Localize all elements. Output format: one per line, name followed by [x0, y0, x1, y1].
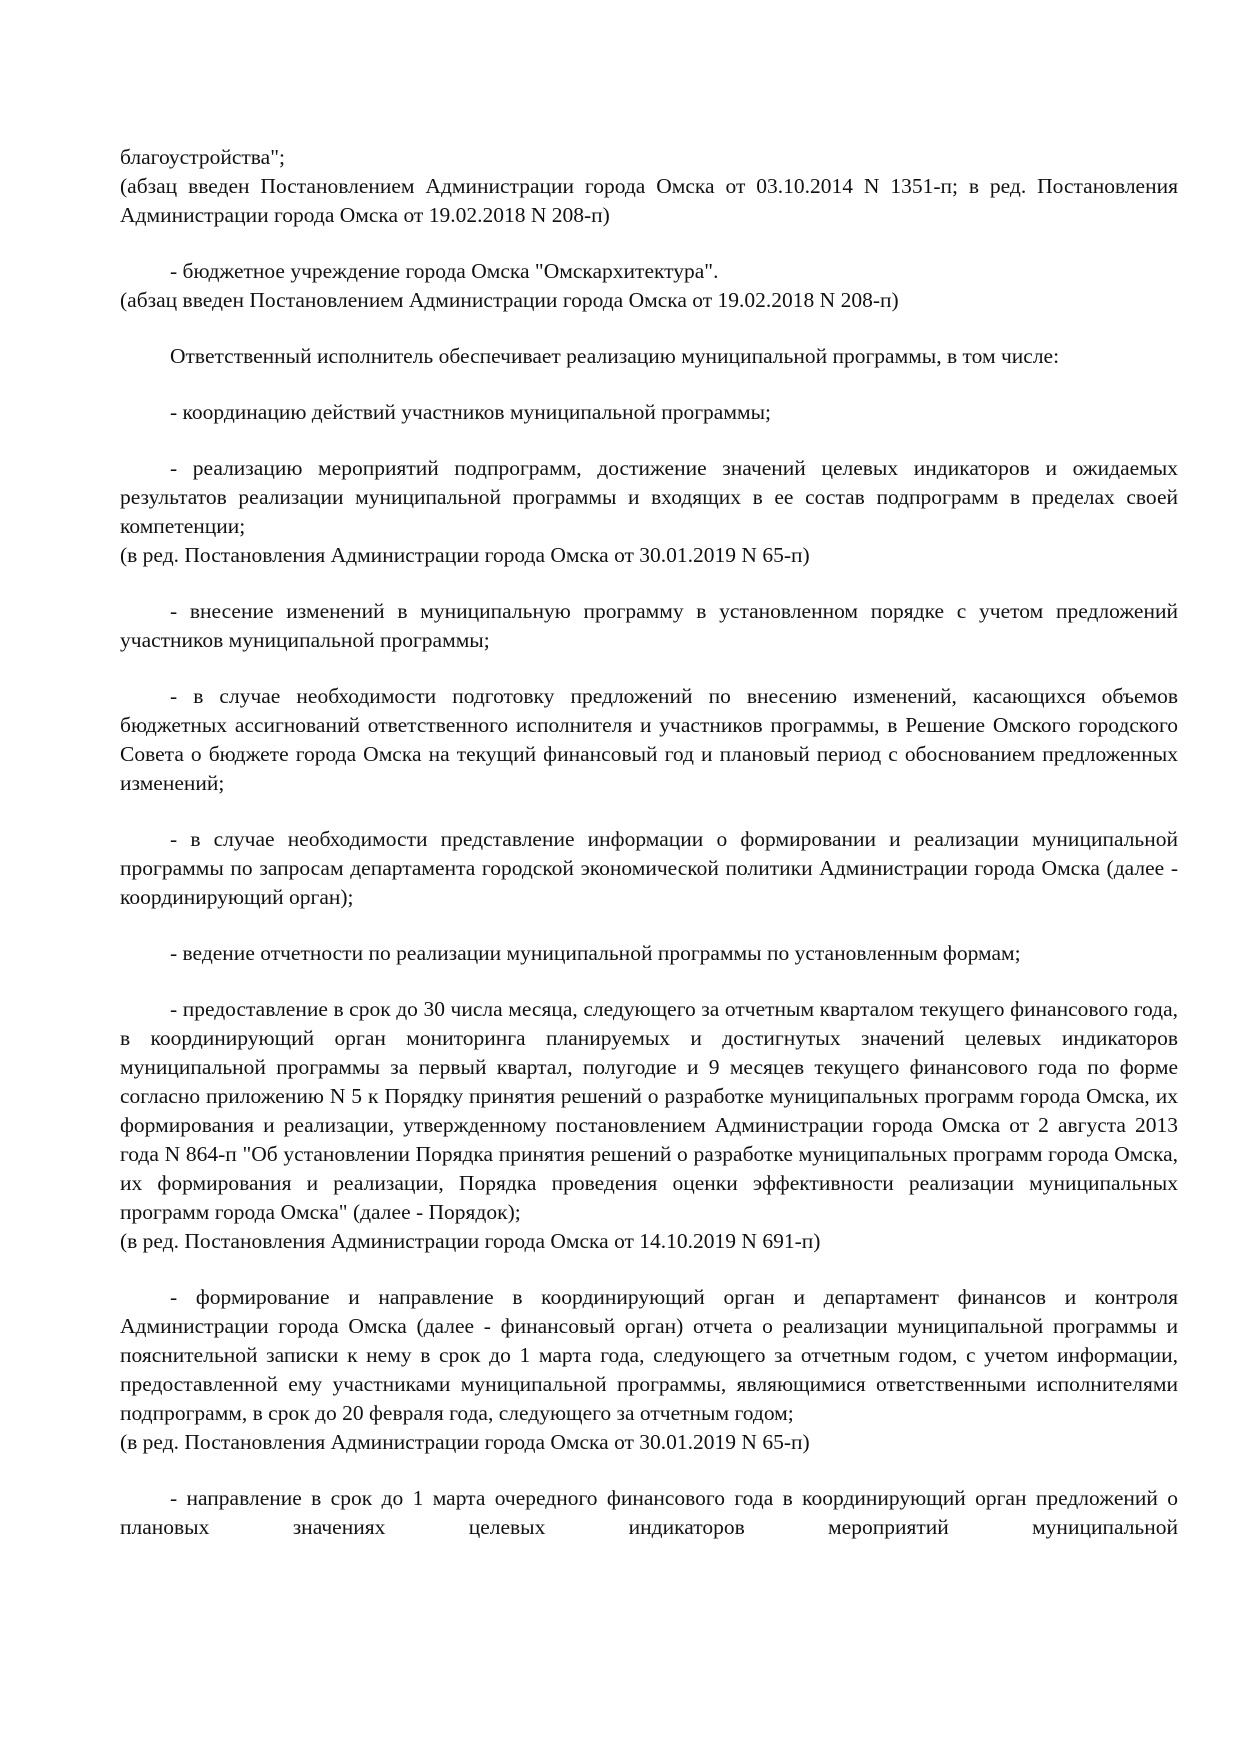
paragraph: - формирование и направление в координирующий орган и департамент финансов и контроля Администрации города Омска (далее - финансовый орган) отчета о реализации муниципальной программы и пояснительной записки к нему в срок до 1 марта года, следующего за отчетным годом, с учетом информации, предоставленной ему участниками муниципальной программы, являющимися ответственными исполнителями подпрограмм, в срок до 20 февраля года, следующего за отчетным годом;	[120, 1285, 1178, 1425]
paragraph: - направление в срок до 1 марта очередного финансового года в координирующий орган предложений о плановых значениях целевых индикаторов мероприятий муниципальной	[120, 1486, 1178, 1539]
amendment-note: (в ред. Постановления Администрации города Омска от 30.01.2019 N 65-п)	[120, 1430, 810, 1454]
paragraph: - ведение отчетности по реализации муниципальной программы по установленным формам;	[170, 941, 1021, 965]
document-page	[120, 143, 1178, 1542]
amendment-note: (в ред. Постановления Администрации города Омска от 14.10.2019 N 691-п)	[120, 1229, 821, 1253]
amendment-note: (в ред. Постановления Администрации города Омска от 30.01.2019 N 65-п)	[120, 543, 810, 567]
paragraph: - предоставление в срок до 30 числа месяца, следующего за отчетным кварталом текущего финансового года, в координирующий орган мониторинга планируемых и достигнутых значений целевых индикаторов муниципальной программы за первый квартал, полугодие и 9 месяцев текущего финансового года по форме согласно приложению N 5 к Порядку принятия решений о разработке муниципальных программ города Омска, их формирования и реализации, утвержденному постановлением Администрации города Омска от 2 августа 2013 года N 864-п "Об установлении Порядка принятия решений о разработке муниципальных программ города Омска, их формирования и реализации, Порядка проведения оценки эффективности реализации муниципальных программ города Омска" (далее - Порядок);	[120, 997, 1178, 1224]
paragraph: - в случае необходимости подготовку предложений по внесению изменений, касающихся объемов бюджетных ассигнований ответственного исполнителя и участников программы, в Решение Омского городского Совета о бюджете города Омска на текущий финансовый год и плановый период с обоснованием предложенных изменений;	[120, 684, 1178, 795]
paragraph: - в случае необходимости представление информации о формировании и реализации муниципальной программы по запросам департамента городской экономической политики Администрации города Омска (далее - координирующий орган);	[120, 827, 1178, 909]
paragraph: Ответственный исполнитель обеспечивает реализацию муниципальной программы, в том числе:	[170, 344, 1060, 368]
paragraph: - внесение изменений в муниципальную программу в установленном порядке с учетом предложений участников муниципальной программы;	[120, 599, 1178, 652]
amendment-note: благоустройства";	[120, 145, 285, 169]
paragraph: - координацию действий участников муниципальной программы;	[170, 400, 771, 424]
amendment-note: (абзац введен Постановлением Администрации города Омска от 19.02.2018 N 208-п)	[120, 288, 899, 312]
amendment-note: (абзац введен Постановлением Администрации города Омска от 03.10.2014 N 1351-п; в ред. Постановления Администрации города Омска от 19.02.2018 N 208-п)	[120, 174, 1178, 227]
paragraph: - реализацию мероприятий подпрограмм, достижение значений целевых индикаторов и ожидаемых результатов реализации муниципальной программы и входящих в ее состав подпрограмм в пределах своей компетенции;	[120, 456, 1178, 538]
paragraph: - бюджетное учреждение города Омска "Омскархитектура".	[170, 259, 719, 283]
